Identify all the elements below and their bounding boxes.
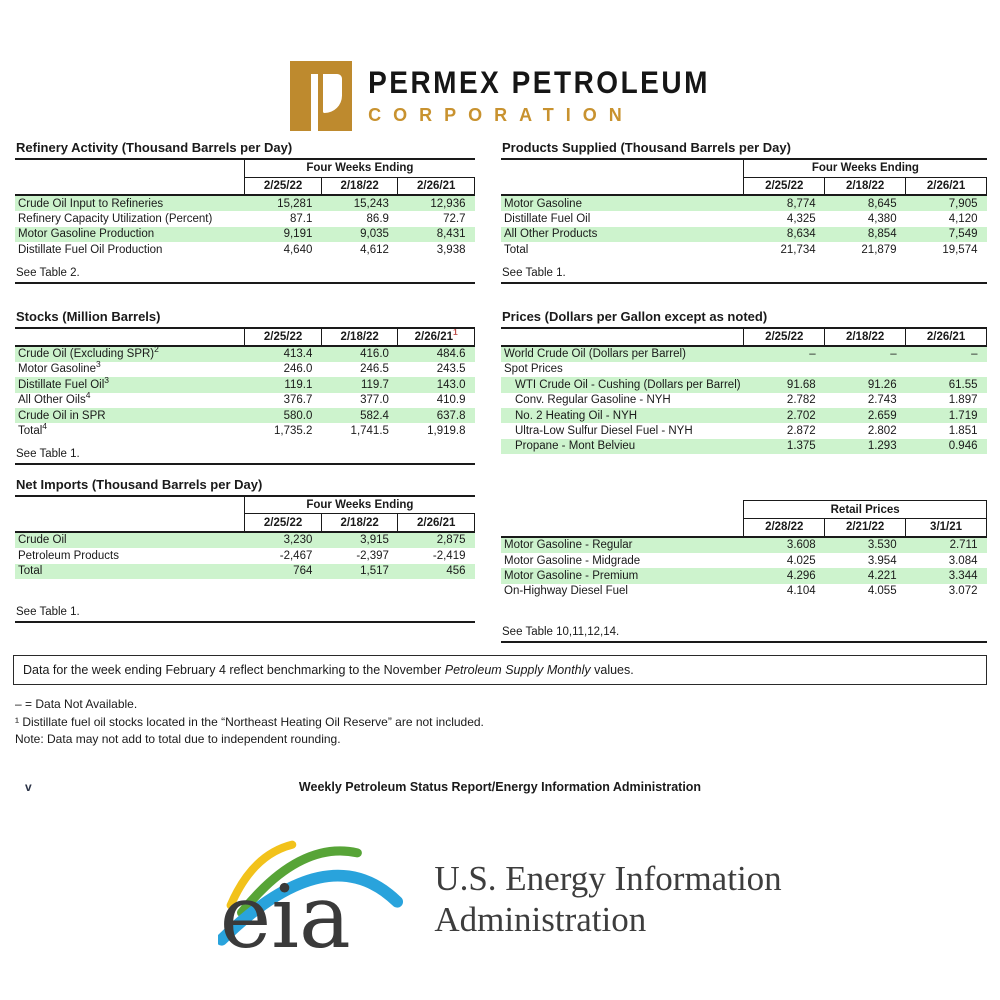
eia-logo-icon	[218, 830, 408, 968]
net_imports-cell: 764	[245, 564, 322, 579]
prices-cell: 91.26	[825, 377, 906, 392]
products-column-header: 2/18/22	[825, 177, 906, 195]
products-table	[501, 158, 987, 258]
net_imports-row-label: Total	[15, 564, 245, 579]
stocks-table	[15, 327, 475, 439]
products-group-header: Four Weeks Ending	[744, 159, 987, 177]
net_imports-cell: 456	[398, 564, 475, 579]
stocks-row	[15, 362, 475, 377]
stocks-row-label: Motor Gasoline$^3$	[18, 359, 101, 376]
prices-cell: –	[744, 346, 825, 362]
refinery-cell: 4,612	[360, 243, 389, 256]
retail-cell: 3.072	[948, 585, 978, 598]
net_imports-group-header: Four Weeks Ending	[245, 496, 475, 514]
stocks-cell: 377.0	[360, 394, 389, 407]
prices-cell: 2.782	[786, 394, 816, 407]
stocks-row-label: Crude Oil in SPR	[15, 408, 245, 423]
prices-cell: 2.702	[744, 408, 825, 423]
stocks-table-title: Stocks (Million Barrels)	[16, 308, 161, 324]
prices-row	[501, 377, 987, 392]
retail-cell: 2.711	[906, 537, 987, 553]
refinery-row	[15, 242, 475, 257]
prices-cell	[744, 362, 825, 377]
right-column	[501, 140, 987, 643]
stocks-section-divider	[15, 463, 475, 465]
stocks-cell: 1,919.8	[427, 424, 466, 437]
products-row-label: Motor Gasoline	[501, 195, 744, 211]
stocks-cell: 246.5	[360, 363, 389, 376]
benchmark-note-box	[13, 655, 987, 685]
refinery-header-spacer	[15, 177, 245, 195]
products-see-table-note: See Table 1.	[502, 266, 566, 279]
prices-cell: 2.872	[786, 424, 816, 437]
products-row	[501, 195, 987, 211]
net-imports-section	[15, 477, 475, 623]
net_imports-cell: -2,419	[432, 549, 466, 562]
products-row	[501, 242, 987, 257]
products-cell: 7,549	[906, 227, 987, 242]
net_imports-column-header: 2/25/22	[245, 514, 322, 532]
products-header-spacer	[501, 159, 744, 177]
prices-cell	[906, 362, 987, 377]
refinery-group-header: Four Weeks Ending	[245, 159, 475, 177]
refinery-column-header: 2/25/22	[245, 177, 322, 195]
prices-row	[501, 439, 987, 454]
products-cell: 8,634	[744, 227, 825, 242]
retail-table	[501, 500, 987, 599]
permex-logo-p-bowl	[323, 74, 342, 113]
prices-row	[501, 423, 987, 438]
left-column	[15, 140, 475, 623]
products-section-divider	[501, 282, 987, 284]
retail-header-spacer	[501, 501, 744, 519]
retail-cell: 4.221	[825, 568, 906, 583]
stocks-column-header: $2/26/21^1$	[398, 328, 475, 346]
refinery-activity-section	[15, 140, 475, 284]
refinery-table-title: Refinery Activity (Thousand Barrels per Day)	[16, 140, 293, 155]
net_imports-row	[15, 548, 475, 563]
footer-left-mark: v	[25, 780, 32, 795]
prices-cell: 2.802	[867, 424, 897, 437]
footnote: Note: Data may not add to total due to independent rounding.	[15, 731, 341, 746]
footnote: ¹ Distillate fuel oil stocks located in the “Northeast Heating Oil Reserve” are not included.	[15, 714, 484, 729]
stocks-row-label: Crude Oil (Excluding SPR)$^2$	[15, 346, 245, 362]
net_imports-column-header: 2/18/22	[321, 514, 398, 532]
eia-wordmark: eia	[220, 867, 352, 969]
prices-cell: 61.55	[906, 377, 987, 392]
brand-subname: CORPORATION	[368, 104, 634, 125]
retail-column-header: 3/1/21	[906, 519, 987, 537]
retail-row	[501, 553, 987, 568]
stocks-row	[15, 423, 475, 438]
stocks-cell: 580.0	[245, 408, 322, 423]
products-cell: 19,574	[942, 243, 978, 256]
retail-row	[501, 584, 987, 599]
refinery-see-table-note: See Table 2.	[16, 266, 80, 279]
refinery-cell: 4,640	[283, 243, 313, 256]
refinery-cell: 9,035	[321, 227, 398, 242]
products-cell: 8,774	[744, 195, 825, 211]
prices-table-title: Prices (Dollars per Gallon except as noted)	[502, 308, 768, 324]
retail-cell: 3.954	[867, 554, 897, 567]
stocks-section	[15, 309, 475, 465]
products-column-header: 2/25/22	[744, 177, 825, 195]
products-cell: 4,325	[786, 212, 816, 225]
refinery-table	[15, 158, 475, 258]
prices-header-spacer	[501, 328, 744, 346]
products-supplied-section	[501, 140, 987, 284]
products-cell: 8,854	[825, 227, 906, 242]
net_imports-row	[15, 564, 475, 579]
refinery-cell: 72.7	[443, 212, 466, 225]
refinery-section-divider	[15, 282, 475, 284]
refinery-row-label: Distillate Fuel Oil Production	[18, 243, 163, 256]
prices-row-label: World Crude Oil (Dollars per Barrel)	[501, 346, 744, 362]
refinery-header-spacer	[15, 159, 245, 177]
permex-brand-text	[368, 64, 710, 126]
benchmark-note-pre: Data for the week ending February 4 reflect benchmarking to the November	[23, 663, 445, 678]
net_imports-row	[15, 532, 475, 548]
refinery-cell: 15,281	[245, 195, 322, 211]
prices-cell: 91.68	[744, 377, 825, 392]
retail-row	[501, 568, 987, 583]
net_imports-table	[15, 495, 475, 579]
retail-group-header: Retail Prices	[744, 501, 987, 519]
stocks-cell: 376.7	[283, 394, 313, 407]
stocks-cell: 1,735.2	[273, 424, 313, 437]
retail-cell: 4.104	[786, 585, 816, 598]
prices-cell	[825, 362, 906, 377]
stocks-header-spacer	[15, 328, 245, 346]
footnote: – = Data Not Available.	[15, 697, 138, 712]
prices-row-label: No. 2 Heating Oil - NYH	[501, 408, 744, 423]
refinery-cell: 86.9	[366, 212, 389, 225]
products-row-label: All Other Products	[501, 227, 744, 242]
retail-column-header: 2/21/22	[825, 519, 906, 537]
permex-brand-header	[0, 0, 1000, 140]
net_imports-see-table-note: See Table 1.	[16, 605, 80, 618]
net_imports-cell: -2,467	[279, 549, 313, 562]
net_imports-cell: -2,397	[356, 549, 389, 562]
net_imports-cell: 3,915	[321, 532, 398, 548]
stocks-cell: 484.6	[398, 346, 475, 362]
report-title: Weekly Petroleum Status Report/Energy Information Administration	[298, 780, 702, 795]
prices-section	[501, 309, 987, 455]
prices-cell: –	[825, 346, 906, 362]
net_imports-section-divider	[15, 621, 475, 623]
refinery-column-header: 2/26/21	[398, 177, 475, 195]
stocks-row	[15, 408, 475, 423]
stocks-cell: 1,741.5	[350, 424, 389, 437]
refinery-row-label: Crude Oil Input to Refineries	[15, 195, 245, 211]
products-cell: 4,120	[948, 212, 978, 225]
retail-header-spacer	[501, 519, 744, 537]
permex-logo-p-stem	[311, 74, 318, 131]
stocks-row	[15, 346, 475, 362]
eia-org-name	[434, 858, 781, 941]
stocks-cell: 410.9	[436, 394, 466, 407]
prices-cell: –	[906, 346, 987, 362]
prices-column-header: 2/26/21	[906, 328, 987, 346]
net_imports-column-header: 2/26/21	[398, 514, 475, 532]
prices-row-label: Ultra-Low Sulfur Diesel Fuel - NYH	[515, 424, 693, 437]
prices-row	[501, 408, 987, 423]
stocks-cell: 582.4	[321, 408, 398, 423]
products-cell: 4,380	[867, 212, 897, 225]
retail-row-label: Motor Gasoline - Midgrade	[504, 554, 641, 567]
retail-cell: 3.530	[825, 537, 906, 553]
stocks-row	[15, 393, 475, 408]
retail-row-label: On-Highway Diesel Fuel	[504, 585, 628, 598]
prices-row	[501, 362, 987, 377]
retail-row	[501, 537, 987, 553]
refinery-cell: 12,936	[398, 195, 475, 211]
prices-cell: 2.743	[867, 394, 897, 407]
prices-cell: 2.659	[825, 408, 906, 423]
refinery-cell: 87.1	[289, 212, 313, 225]
footnotes-list	[15, 696, 987, 748]
retail-cell: 3.084	[948, 554, 978, 567]
stocks-cell: 243.5	[436, 363, 466, 376]
refinery-column-header: 2/18/22	[321, 177, 398, 195]
retail-cell: 3.608	[744, 537, 825, 553]
eia-org-line1: U.S. Energy Information	[434, 859, 782, 898]
stocks-row-label: Total$^4$	[18, 421, 48, 437]
prices-row	[501, 393, 987, 408]
net_imports-header-spacer	[15, 514, 245, 532]
prices-row-label: Conv. Regular Gasoline - NYH	[515, 394, 671, 407]
prices-column-header: 2/25/22	[744, 328, 825, 346]
products-cell: 21,879	[861, 243, 897, 256]
retail-section-divider	[501, 641, 987, 643]
refinery-cell: 8,431	[398, 227, 475, 242]
prices-column-header: 2/18/22	[825, 328, 906, 346]
stocks-column-header: 2/18/22	[321, 328, 398, 346]
prices-row	[501, 346, 987, 362]
refinery-row-label: Refinery Capacity Utilization (Percent)	[18, 212, 213, 225]
refinery-row	[15, 195, 475, 211]
stocks-cell: 143.0	[398, 377, 475, 392]
prices-cell: 1.851	[948, 424, 978, 437]
net_imports-row-label: Petroleum Products	[18, 549, 119, 562]
refinery-row	[15, 211, 475, 226]
refinery-cell: 15,243	[321, 195, 398, 211]
prices-row-label: WTI Crude Oil - Cushing (Dollars per Barrel)	[501, 377, 744, 392]
retail-row-label: Motor Gasoline - Regular	[501, 537, 744, 553]
eia-org-line2: Administration	[434, 900, 647, 940]
products-cell: 21,734	[780, 243, 816, 256]
net_imports-cell: 1,517	[321, 564, 398, 579]
retail-see-table-note: See Table 10,11,12,14.	[502, 626, 620, 639]
refinery-cell: 3,938	[436, 243, 466, 256]
stocks-cell: 637.8	[398, 408, 475, 423]
net_imports-cell: 3,230	[245, 532, 322, 548]
refinery-cell: 9,191	[245, 227, 322, 242]
products-column-header: 2/26/21	[906, 177, 987, 195]
retail-row-label: Motor Gasoline - Premium	[501, 568, 744, 583]
stocks-cell: 119.7	[321, 377, 398, 392]
stocks-cell: 246.0	[283, 363, 313, 376]
stocks-cell: 119.1	[245, 377, 322, 392]
products-row	[501, 211, 987, 226]
prices-row-label: Spot Prices	[504, 363, 563, 376]
stocks-row-label: All Other Oils$^4$	[18, 390, 91, 407]
page-footer	[0, 780, 1000, 796]
stocks-row-label: Distillate Fuel Oil$^3$	[15, 377, 245, 392]
stocks-row	[15, 377, 475, 392]
prices-cell: 0.946	[906, 439, 987, 454]
prices-table	[501, 327, 987, 455]
net_imports-cell: 2,875	[398, 532, 475, 548]
refinery-row	[15, 227, 475, 242]
retail-cell: 4.025	[786, 554, 816, 567]
net_imports-table-title: Net Imports (Thousand Barrels per Day)	[16, 476, 263, 492]
brand-name: PERMEX PETROLEUM	[368, 64, 710, 100]
products-row-label: Distillate Fuel Oil	[504, 212, 591, 225]
eia-logo-block	[0, 830, 1000, 968]
retail-cell: 3.344	[906, 568, 987, 583]
products-row-label: Total	[504, 243, 529, 256]
retail-cell: 4.055	[867, 585, 897, 598]
prices-cell: 1.293	[825, 439, 906, 454]
stocks-cell: 413.4	[245, 346, 322, 362]
products-row	[501, 227, 987, 242]
prices-row-label: Propane - Mont Belvieu	[501, 439, 744, 454]
stocks-cell: 416.0	[321, 346, 398, 362]
refinery-row-label: Motor Gasoline Production	[15, 227, 245, 242]
products-table-title: Products Supplied (Thousand Barrels per Day)	[502, 140, 791, 155]
products-header-spacer	[501, 177, 744, 195]
retail-cell: 4.296	[744, 568, 825, 583]
stocks-see-table-note: See Table 1.	[16, 447, 80, 460]
products-cell: 8,645	[825, 195, 906, 211]
benchmark-note-post: values.	[590, 663, 634, 678]
retail-column-header: 2/28/22	[744, 519, 825, 537]
prices-cell: 1.375	[744, 439, 825, 454]
products-cell: 7,905	[906, 195, 987, 211]
net_imports-header-spacer	[15, 496, 245, 514]
stocks-column-header: 2/25/22	[245, 328, 322, 346]
retail-prices-section	[501, 500, 987, 643]
prices-cell: 1.719	[906, 408, 987, 423]
tables-area	[0, 140, 1000, 643]
benchmark-note-italic: Petroleum Supply Monthly	[444, 663, 591, 678]
permex-logo-icon	[290, 61, 352, 131]
net_imports-row-label: Crude Oil	[15, 532, 245, 548]
prices-cell: 1.897	[948, 394, 978, 407]
